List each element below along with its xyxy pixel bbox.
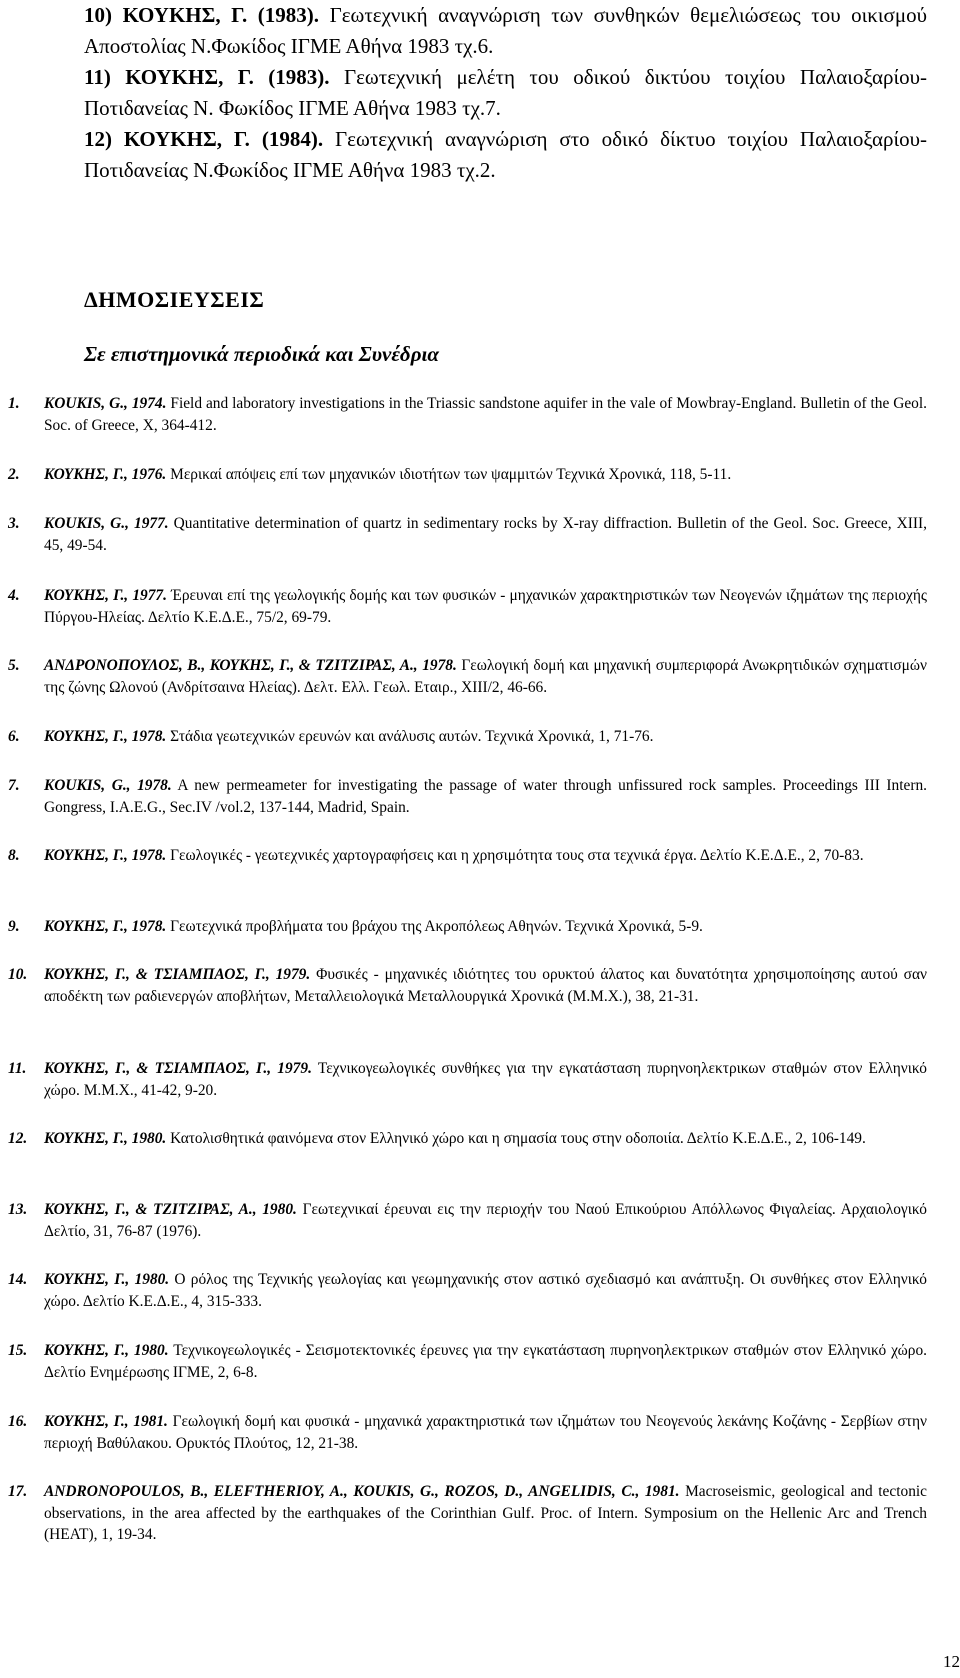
reference-number: 11) (84, 65, 111, 89)
publication-item (8, 1199, 927, 1242)
publication-item (8, 393, 927, 436)
publication-number: 15. (8, 1342, 28, 1359)
publication-item (8, 775, 927, 818)
reference-text: Γεωτεχνική αναγνώριση των συνθηκών θεμελιώσεως του οικισμού Αποστολίας Ν.Φωκίδος ΙΓΜΕ Αθήνα 1983 τχ.6. (84, 3, 928, 58)
publication-item (8, 1058, 927, 1101)
reference-text: Γεωτεχνική αναγνώριση στο οδικό δίκτυο τοιχίου Παλαιοξαρίου-Ποτιδανείας Ν.Φωκίδος ΙΓΜΕ Αθήνα 1983 τχ.2. (84, 127, 928, 182)
publication-item (8, 964, 927, 1007)
publication-item (8, 1269, 927, 1312)
publication-number: 13. (8, 1201, 28, 1218)
publication-author: KOUKIS, G., 1974. (44, 395, 167, 412)
publication-number: 5. (8, 657, 20, 674)
publication-item (8, 726, 927, 748)
reference-number: 10) (84, 3, 112, 27)
publication-author: ΚΟΥΚΗΣ, Γ., 1978. (44, 918, 167, 935)
publication-text: Γεωτεχνικαί έρευναι εις την περιοχήν του Ναού Επικούριου Απόλλωνος Φιγαλείας. Αρχαιολογικό Δελτίο, 31, 76-87 (1976). (44, 1201, 927, 1240)
publication-number: 9. (8, 918, 20, 935)
publication-text: Ο ρόλος της Τεχνικής γεωλογίας και γεωμηχανικής στον αστικό σχεδιασμό και ανάπτυξη. Οι συνθήκες στον Ελληνικό χώρο. Δελτίο Κ.Ε.Δ.Ε., 4, 315-333. (44, 1271, 927, 1310)
top-references (84, 0, 927, 186)
publication-number: 3. (8, 515, 20, 532)
publication-author: ΑΝΔΡΟΝΟΠΟΥΛΟΣ, Β., ΚΟΥΚΗΣ, Γ., & ΤΖΙΤΖΙΡΑΣ, Α., 1978. (44, 657, 457, 674)
publication-item (8, 585, 927, 628)
publication-author: ΚΟΥΚΗΣ, Γ., 1980. (44, 1130, 167, 1147)
reference-text: Γεωτεχνική μελέτη του οδικού δικτύου τοιχίου Παλαιοξαρίου-Ποτιδανείας Ν. Φωκίδος ΙΓΜΕ Αθήνα 1983 τχ.7. (84, 65, 928, 120)
publication-item (8, 916, 927, 938)
publication-number: 1. (8, 395, 20, 412)
publication-text: Γεωλογική δομή και φυσικά - μηχανικά χαρακτηριστικά των ιζημάτων του Νεογενούς λεκάνης Κοζάνης - Σερβίων στην περιοχή Βαθύλακου. Ορυκτός Πλούτος, 12, 21-38. (44, 1413, 927, 1452)
publication-text: Φυσικές - μηχανικές ιδιότητες του ορυκτού άλατος και δυνατότητα χρησιμοποίησης αυτού σαν αποδέκτη των ραδιενεργών αποβλήτων, Μεταλλειολογικά Μεταλλουργικά Χρονικά (Μ.Μ.Χ.), 38, 21-31. (44, 966, 927, 1005)
publication-text: Γεωλογικές - γεωτεχνικές χαρτογραφήσεις και η χρησιμότητα τους στα τεχνικά έργα. Δελτίο Κ.Ε.Δ.Ε., 2, 70-83. (166, 847, 864, 864)
reference-number: 12) (84, 127, 112, 151)
publication-author: ΚΟΥΚΗΣ, Γ., 1980. (44, 1342, 169, 1359)
publication-author: ΚΟΥΚΗΣ, Γ., 1978. (44, 728, 167, 745)
publication-author: KOUKIS, G., 1977. (44, 515, 169, 532)
publication-author: ΚΟΥΚΗΣ, Γ., 1980. (44, 1271, 170, 1288)
publication-text: Στάδια γεωτεχνικών ερευνών και ανάλυσις αυτών. Τεχνικά Χρονικά, 1, 71-76. (166, 728, 654, 745)
publication-number: 16. (8, 1413, 28, 1430)
publication-author: ΚΟΥΚΗΣ, Γ., & ΤΖΙΤΖΙΡΑΣ, Α., 1980. (44, 1201, 297, 1218)
publication-text: Γεωτεχνικά προβλήματα του βράχου της Ακροπόλεως Αθηνών. Τεχνικά Χρονικά, 5-9. (166, 918, 703, 935)
publication-text: A new permeameter for investigating the passage of water through unfissured rock samples. Proceedings III Intern. Gongress, I.A.E.G., Sec.IV /vol.2, 137-144, Madrid, Spain. (44, 777, 927, 816)
reference-author: ΚΟΥΚΗΣ, Γ. (1983). (122, 3, 320, 27)
publication-text: Γεωλογική δομή και μηχανική συμπεριφορά Ανωκρητιδικών σχηματισμών της ζώνης Ωλονού (Ανδρίτσαινα Ηλείας). Δελτ. Ελλ. Γεωλ. Εταιρ., XIII/2, 46-66. (44, 657, 927, 696)
publication-item (8, 655, 927, 698)
publication-item (8, 513, 927, 556)
publication-number: 14. (8, 1271, 28, 1288)
publication-author: ΚΟΥΚΗΣ, Γ., 1976. (44, 466, 167, 483)
publication-author: ΚΟΥΚΗΣ, Γ., & ΤΣΙΑΜΠΑΟΣ, Γ., 1979. (44, 966, 311, 983)
publication-text: Μερικαί απόψεις επί των μηχανικών ιδιοτήτων των ψαμμιτών Τεχνικά Χρονικά, 118, 5-11. (166, 466, 732, 483)
publication-author: ΚΟΥΚΗΣ, Γ., 1977. (44, 587, 167, 604)
publication-item (8, 464, 927, 486)
publication-number: 6. (8, 728, 20, 745)
publication-number: 7. (8, 777, 20, 794)
publication-text: Τεχνικογεωλογικές συνθήκες για την εγκατάσταση πυρηνοηλεκτρικων σταθμών στον Ελληνικό χώρο. Μ.Μ.Χ., 41-42, 9-20. (44, 1060, 928, 1099)
publication-number: 17. (8, 1483, 28, 1500)
publication-author: ΚΟΥΚΗΣ, Γ., 1978. (44, 847, 167, 864)
publication-number: 11. (8, 1060, 27, 1077)
publication-item (8, 1340, 927, 1383)
publication-number: 2. (8, 466, 20, 483)
subsection-title: Σε επιστημονικά περιοδικά και Συνέδρια (84, 342, 439, 366)
publication-author: ΚΟΥΚΗΣ, Γ., 1981. (44, 1413, 168, 1430)
publication-number: 10. (8, 966, 28, 983)
publication-item (8, 845, 927, 867)
publication-item (8, 1481, 927, 1546)
reference-item (84, 62, 927, 124)
publication-text: Έρευναι επί της γεωλογικής δομής και των φυσικών - μηχανικών χαρακτηριστικών των Νεογενών ιζημάτων της περιοχής Πύργου-Ηλείας. Δελτίο Κ.Ε.Δ.Ε., 75/2, 69-79. (44, 587, 927, 626)
publication-text: Τεχνικογεωλογικές - Σεισμοτεκτονικές έρευνες για την εγκατάσταση πυρηνοηλεκτρικων σταθμών στον Ελληνικό χώρο. Δελτίο Ενημέρωσης ΙΓΜΕ, 2, 6-8. (44, 1342, 927, 1381)
reference-item (84, 0, 927, 62)
reference-author: ΚΟΥΚΗΣ, Γ. (1983). (125, 65, 330, 89)
page-number: 12 (943, 1652, 960, 1671)
publication-text: Quantitative determination of quartz in sedimentary rocks by X-ray diffraction. Bulletin of the Geol. Soc. Greece, XIII, 45, 49-54. (44, 515, 927, 554)
publication-author: ANDRONOPOULOS, B., ELEFTHERIOY, A., KOUKIS, G., ROZOS, D., ANGELIDIS, C., 1981. (44, 1483, 680, 1500)
section-title: ΔΗΜΟΣΙΕΥΣΕΙΣ (84, 287, 265, 312)
publication-text: Field and laboratory investigations in the Triassic sandstone aquifer in the vale of Mowbray-England. Bulletin of the Geol. Soc. of Greece, X, 364-412. (44, 395, 927, 434)
publication-author: KOUKIS, G., 1978. (44, 777, 172, 794)
publication-text: Macroseismic, geological and tectonic observations, in the area affected by the earthquakes of the Corinthian Gulf. Proc. of Intern. Symposium on the Hellenic Arc and Trench (HEAT), 1, 19-34. (44, 1483, 927, 1543)
publication-item (8, 1411, 927, 1454)
publication-number: 4. (8, 587, 20, 604)
publication-number: 8. (8, 847, 20, 864)
publication-item (8, 1128, 927, 1150)
publication-number: 12. (8, 1130, 28, 1147)
reference-item (84, 124, 927, 186)
publication-text: Κατολισθητικά φαινόμενα στον Ελληνικό χώρο και η σημασία τους στην οδοποιία. Δελτίο Κ.Ε.Δ.Ε., 2, 106-149. (166, 1130, 866, 1147)
reference-author: ΚΟΥΚΗΣ, Γ. (1984). (123, 127, 324, 151)
publication-author: ΚΟΥΚΗΣ, Γ., & ΤΣΙΑΜΠΑΟΣ, Γ., 1979. (44, 1060, 312, 1077)
